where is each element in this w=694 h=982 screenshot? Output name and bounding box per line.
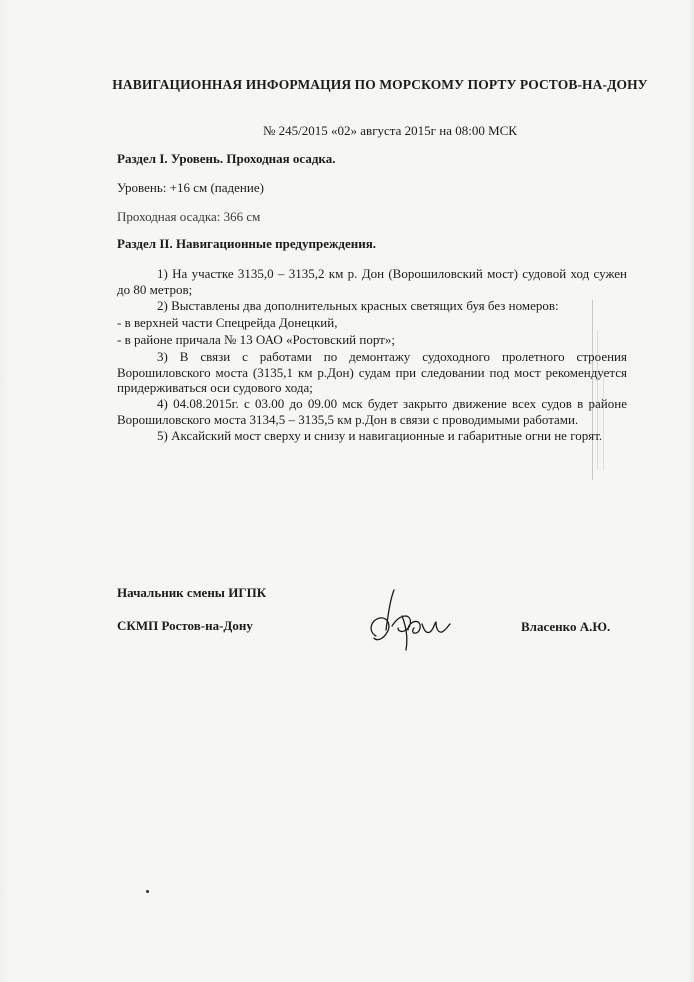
warning-item-2: 2) Выставлены два дополнительных красных светящих буя без номеров: (157, 298, 559, 313)
signatory-position-line2: СКМП Ростов-на-Дону (117, 618, 253, 633)
warning-item-2-sub-1: - в верхней части Спецрейда Донецкий, (117, 315, 338, 330)
warning-item-2-sub-2: - в районе причала № 13 ОАО «Ростовский порт»; (117, 332, 395, 347)
warning-item-3: 3) В связи с работами по демонтажу судоходного пролетного строения Ворошиловского моста (3135,1 км р.Дон) судам при следовании под мост рекомендуется придерживаться оси судового хода; (117, 349, 627, 395)
warning-item-5: 5) Аксайский мост сверху и снизу и навигационные и габаритные огни не горят. (157, 428, 603, 443)
scan-speck (146, 890, 149, 893)
water-level: Уровень: +16 см (падение) (117, 180, 264, 195)
signatory-position-line1: Начальник смены ИГПК (117, 585, 267, 600)
section1-heading: Раздел I. Уровень. Проходная осадка. (117, 151, 336, 166)
handwritten-signature (362, 586, 458, 656)
section2-heading: Раздел II. Навигационные предупреждения. (117, 236, 377, 251)
signatory-name: Власенко А.Ю. (521, 619, 611, 634)
warning-item-1: 1) На участке 3135,0 – 3135,2 км р. Дон (Ворошиловский мост) судовой ход сужен до 80 метров; (117, 266, 627, 297)
warning-item-4: 4) 04.08.2015г. с 03.00 до 09.00 мск будет закрыто движение всех судов в районе Ворошиловского моста 3134,5 – 3135,5 км р.Дон в связи с проводимыми работами. (117, 396, 627, 427)
document-title: НАВИГАЦИОННАЯ ИНФОРМАЦИЯ ПО МОРСКОМУ ПОРТУ РОСТОВ-НА-ДОНУ (112, 77, 648, 92)
passage-draft: Проходная осадка: 366 см (117, 209, 261, 224)
document-number-date: № 245/2015 «02» августа 2015г на 08:00 МСК (263, 123, 517, 138)
